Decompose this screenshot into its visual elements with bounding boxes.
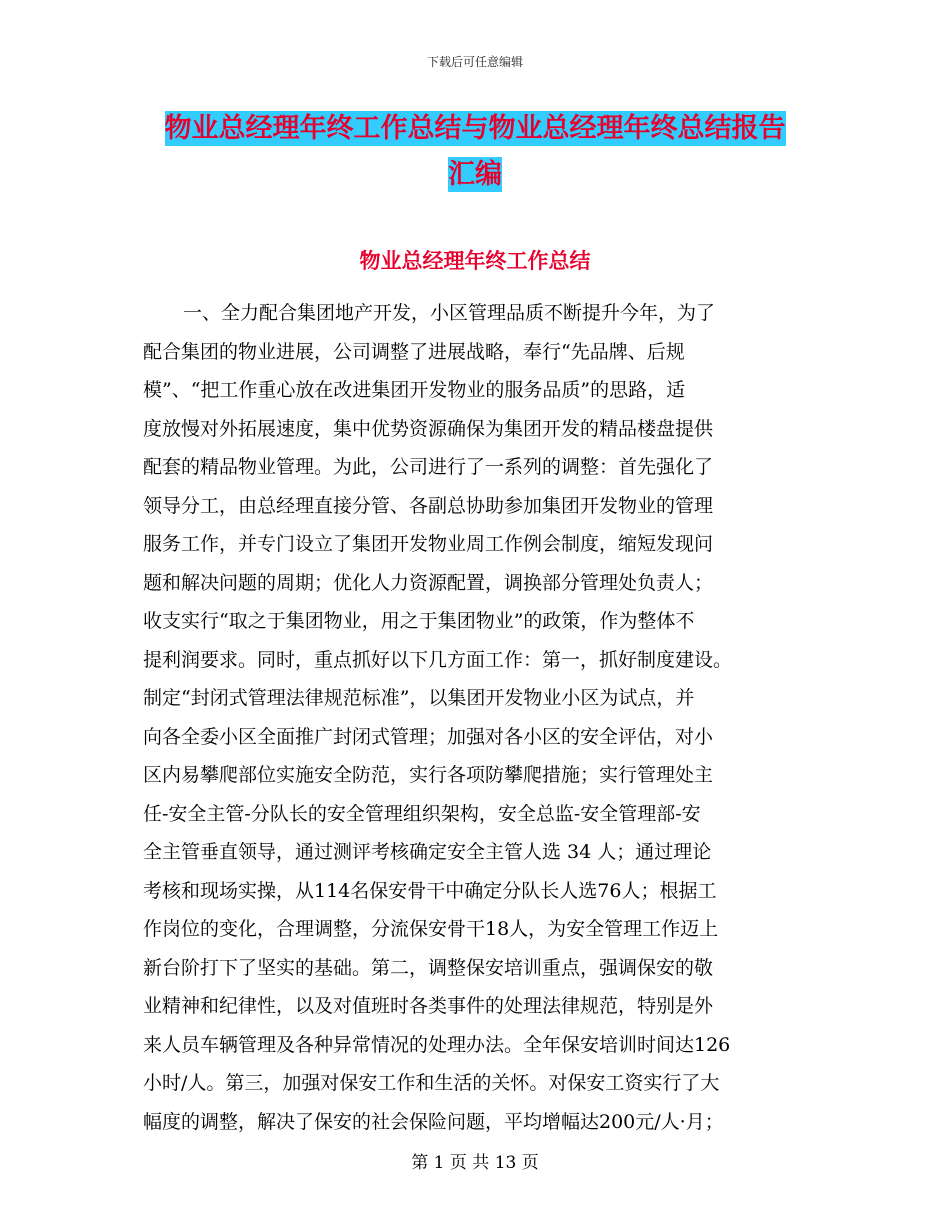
section-heading: 物业总经理年终工作总结 bbox=[359, 249, 591, 273]
body-line: 全主管垂直领导，通过测评考核确定安全主管人选 34 人；通过理论 bbox=[143, 841, 712, 863]
document-title-line-2: 汇编 bbox=[448, 159, 502, 190]
body-line: 幅度的调整，解决了保安的社会保险问题，平均增幅达200元/人·月； bbox=[143, 1110, 724, 1133]
body-line: 向各全委小区全面推广封闭式管理；加强对各小区的安全评估，对小 bbox=[143, 725, 714, 748]
body-line: 业精神和纪律性，以及对值班时各类事件的处理法律规范，特别是外 bbox=[143, 995, 714, 1017]
body-line: 配合集团的物业进展，公司调整了进展战略，奉行“先品牌、后规 bbox=[143, 340, 685, 363]
body-line: 服务工作，并专门设立了集团开发物业周工作例会制度，缩短发现问 bbox=[143, 533, 714, 555]
body-line: 模”、“把工作重心放在改进集团开发物业的服务品质”的思路，适 bbox=[143, 379, 686, 401]
body-line: 收支实行“取之于集团物业，用之于集团物业”的政策，作为整体不 bbox=[143, 610, 695, 632]
body-line: 考核和现场实操，从114名保安骨干中确定分队长人选76人；根据工 bbox=[143, 879, 717, 902]
body-line: 新台阶打下了坚实的基础。第二，调整保安培训重点，强调保安的敬 bbox=[143, 956, 714, 979]
body-line: 领导分工，由总经理直接分管、各副总协助参加集团开发物业的管理 bbox=[143, 494, 714, 517]
body-line: 小时/人。第三，加强对保安工作和生活的关怀。对保安工资实行了大 bbox=[143, 1072, 720, 1094]
body-line: 一、全力配合集团地产开发，小区管理品质不断提升今年，为了 bbox=[183, 302, 716, 324]
body-line: 区内易攀爬部位实施安全防范，实行各项防攀爬措施；实行管理处主 bbox=[143, 764, 714, 786]
body-line: 提利润要求。同时，重点抓好以下几方面工作：第一，抓好制度建设。 bbox=[143, 648, 733, 671]
document-title-line-1: 物业总经理年终工作总结与物业总经理年终总结报告 bbox=[164, 113, 786, 144]
body-paragraph bbox=[143, 294, 805, 1141]
body-line: 题和解决问题的周期；优化人力资源配置，调换部分管理处负责人； bbox=[143, 571, 714, 594]
body-line: 任-安全主管-分队长的安全管理组织架构，安全总监-安全管理部-安 bbox=[143, 802, 701, 825]
body-line: 制定“封闭式管理法律规范标准”，以集团开发物业小区为试点，并 bbox=[143, 687, 695, 709]
document-title bbox=[140, 106, 810, 198]
body-line: 度放慢对外拓展速度，集中优势资源确保为集团开发的精品楼盘提供 bbox=[143, 417, 714, 440]
page-footer-pagination: 第 1 页 共 13 页 bbox=[411, 1153, 539, 1173]
body-line: 作岗位的变化，合理调整，分流保安骨干18人，为安全管理工作迈上 bbox=[143, 918, 719, 940]
body-line: 配套的精品物业管理。为此，公司进行了一系列的调整：首先强化了 bbox=[143, 456, 714, 478]
body-line: 来人员车辆管理及各种异常情况的处理办法。全年保安培训时间达126 bbox=[143, 1033, 731, 1056]
page-header-note: 下载后可任意编辑 bbox=[426, 55, 523, 69]
